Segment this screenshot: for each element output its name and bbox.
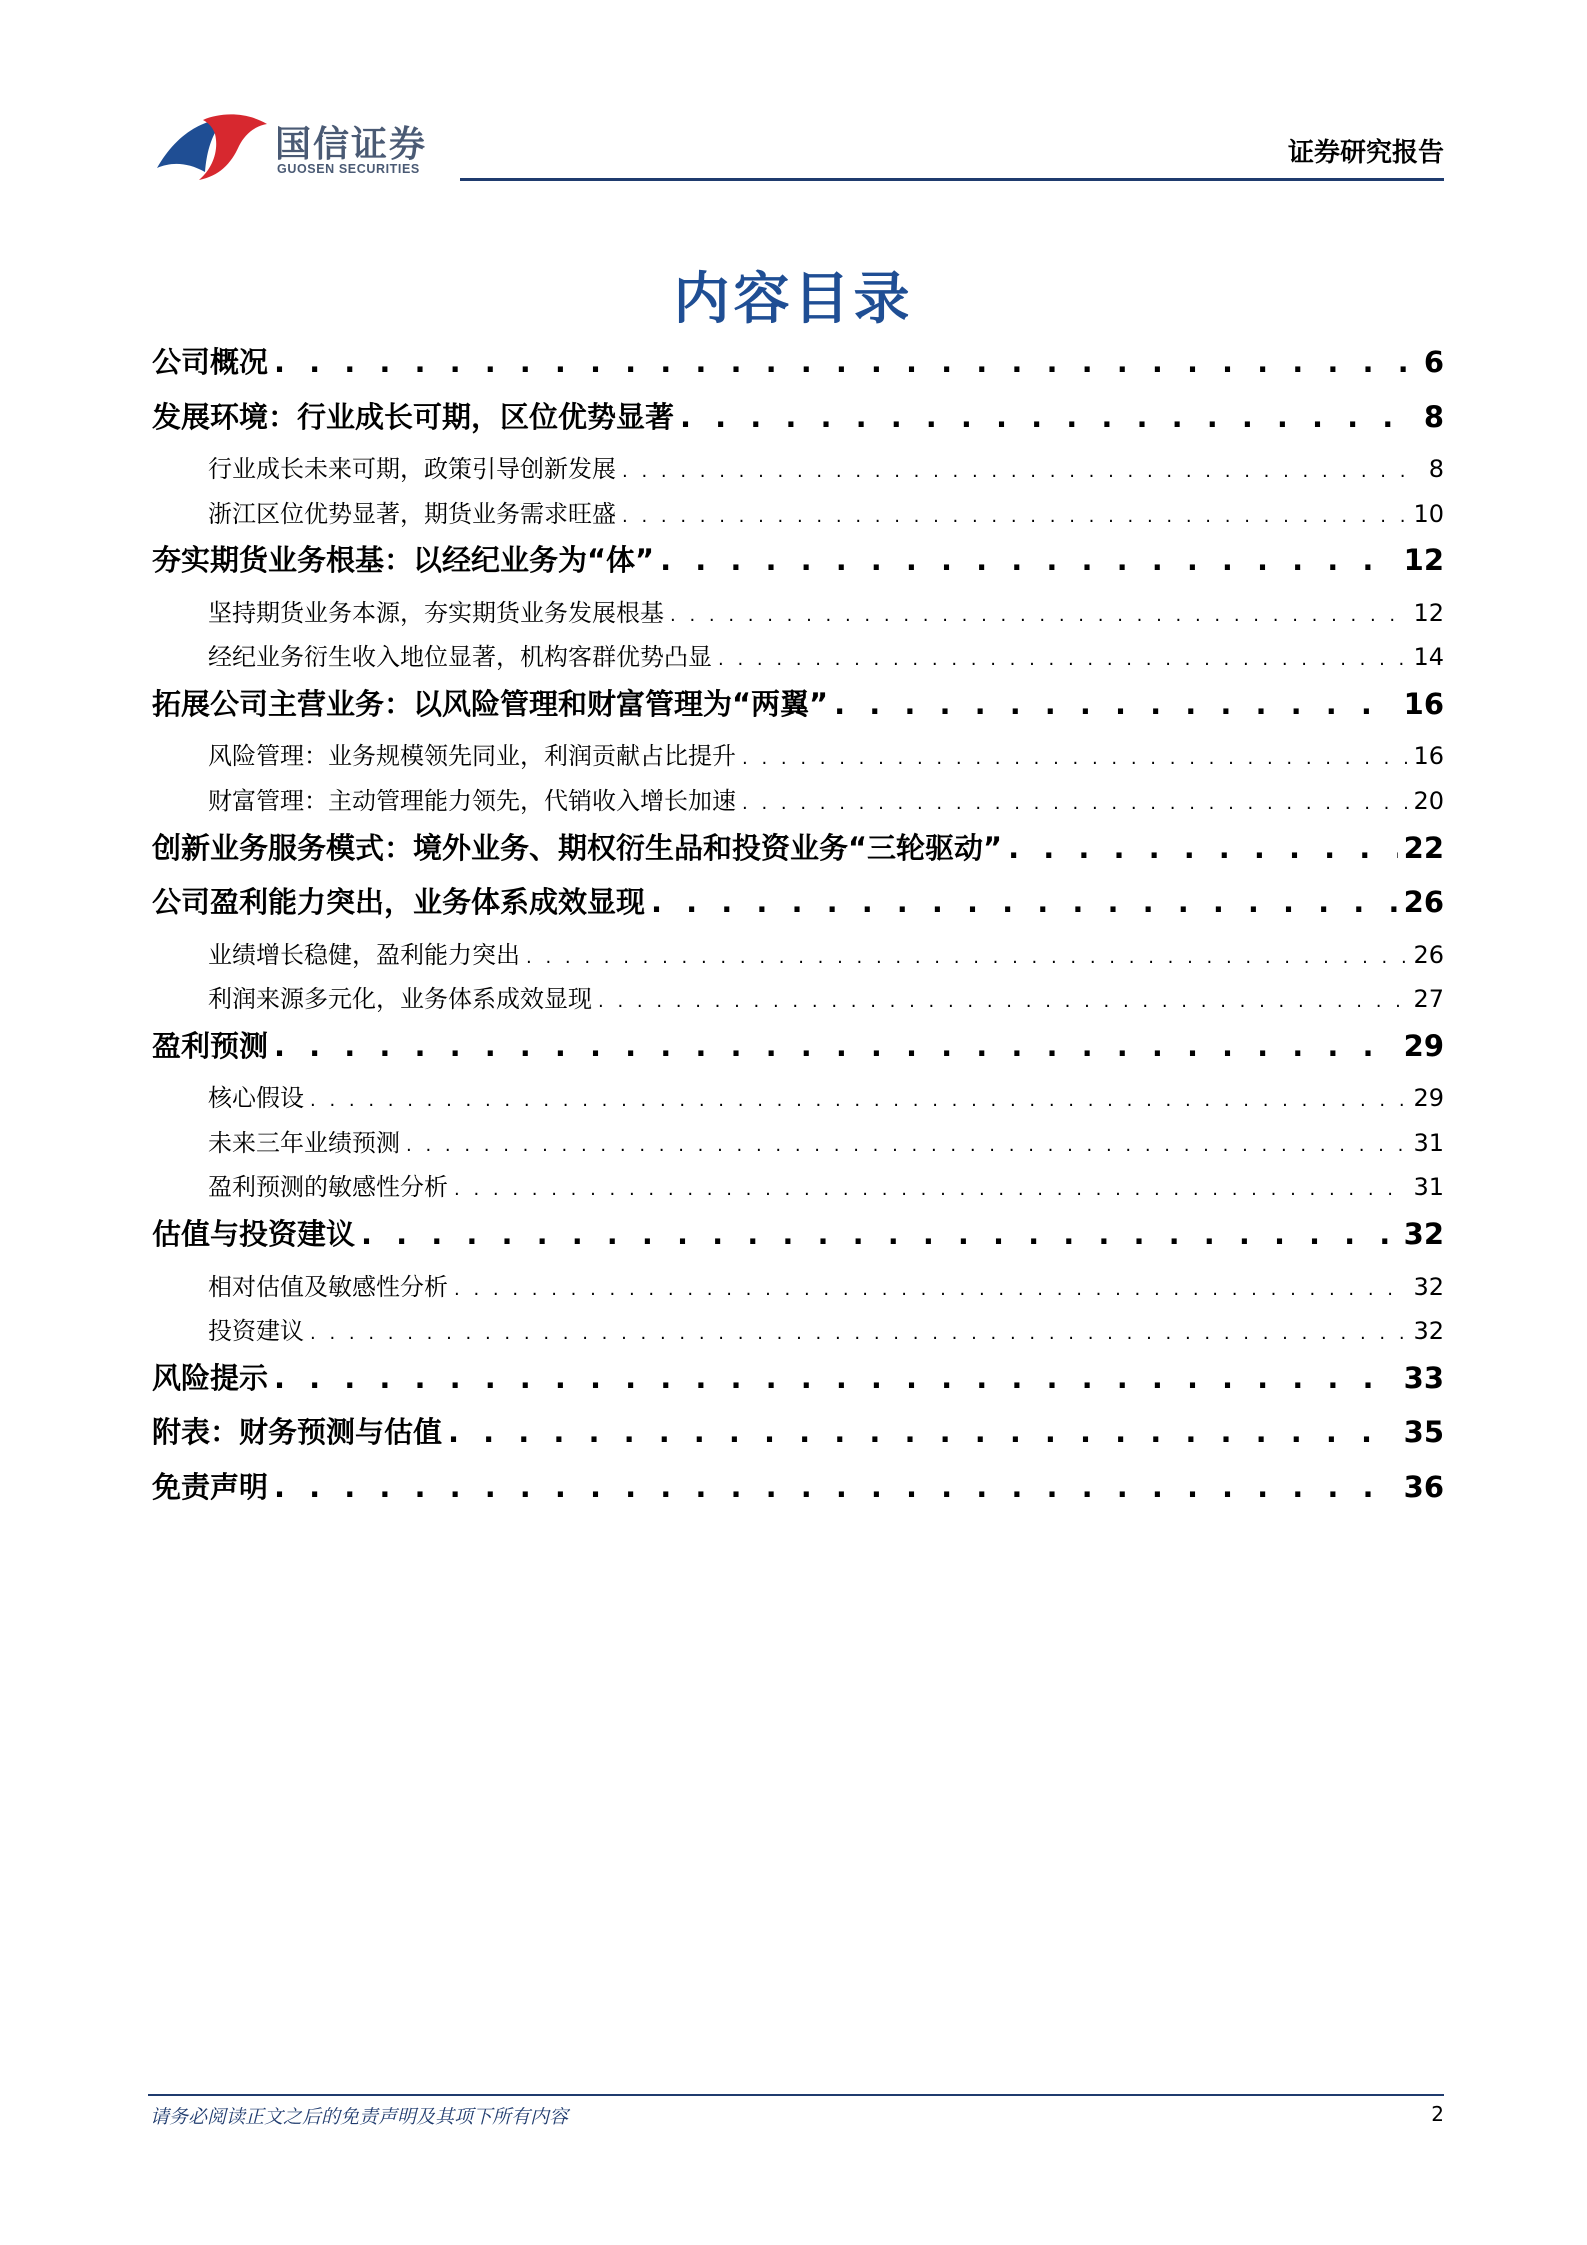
toc-entry[interactable]: [152, 1024, 1444, 1079]
toc-entry[interactable]: [152, 682, 1444, 737]
toc-leader-dots: [742, 787, 1407, 815]
toc-subentry[interactable]: [152, 1123, 1444, 1168]
toc-entry-text: 公司盈利能力突出，业务体系成效显现: [152, 885, 646, 920]
toc-entry[interactable]: [152, 826, 1444, 881]
toc-entry-page: 29: [1413, 1084, 1444, 1113]
toc-entry-text: 风险管理：业务规模领先同业，利润贡献占比提升: [208, 742, 736, 771]
toc-leader-dots: [670, 599, 1407, 627]
toc-leader-dots: [651, 885, 1398, 919]
toc-entry-text: 坚持期货业务本源，夯实期货业务发展根基: [208, 598, 664, 627]
toc-entry-text: 业绩增长稳健，盈利能力突出: [208, 940, 520, 969]
toc-entry-text: 经纪业务衍生收入地位显著，机构客群优势凸显: [208, 643, 712, 672]
toc-entry-page: 36: [1403, 1469, 1444, 1504]
toc-entry[interactable]: [152, 880, 1444, 935]
toc-entry-page: 14: [1413, 643, 1444, 672]
toc-subentry[interactable]: [152, 593, 1444, 638]
toc-entry-page: 31: [1413, 1173, 1444, 1202]
toc-subentry[interactable]: [152, 1078, 1444, 1123]
toc-leader-dots: [274, 1470, 1398, 1504]
table-of-contents: [152, 340, 1444, 1519]
logo-chinese-name: 国信证券: [275, 124, 428, 165]
toc-entry-page: 32: [1403, 1217, 1444, 1252]
toc-entry-text: 拓展公司主营业务：以风险管理和财富管理为“两翼”: [152, 686, 829, 721]
page-header: [0, 0, 1587, 190]
toc-subentry[interactable]: [152, 494, 1444, 539]
toc-title: 内容目录: [673, 267, 914, 332]
toc-subentry[interactable]: [152, 979, 1444, 1024]
toc-leader-dots: [598, 985, 1407, 1013]
toc-leader-dots: [361, 1217, 1398, 1251]
guosen-logo-icon: [155, 110, 270, 182]
toc-leader-dots: [622, 455, 1414, 483]
toc-leader-dots: [454, 1173, 1407, 1201]
toc-entry-text: 免责声明: [152, 1469, 269, 1504]
toc-entry-page: 22: [1403, 830, 1444, 865]
toc-entry[interactable]: [152, 395, 1444, 450]
toc-entry-page: 31: [1413, 1128, 1444, 1157]
logo-english-name: GUOSEN SECURITIES: [277, 162, 420, 176]
toc-entry-text: 风险提示: [152, 1360, 269, 1395]
toc-entry-text: 估值与投资建议: [152, 1217, 356, 1252]
toc-entry-page: 16: [1403, 686, 1444, 721]
toc-subentry[interactable]: [152, 1311, 1444, 1356]
toc-entry-page: 8: [1423, 399, 1444, 434]
toc-leader-dots: [448, 1415, 1398, 1449]
footer-divider: [148, 2094, 1444, 2096]
header-divider: [460, 178, 1444, 181]
footer-disclaimer-note: 请务必阅读正文之后的免责声明及其项下所有内容: [150, 2106, 569, 2128]
toc-entry-page: 29: [1403, 1028, 1444, 1063]
toc-leader-dots: [660, 543, 1398, 577]
toc-leader-dots: [274, 345, 1414, 379]
toc-entry[interactable]: [152, 1410, 1444, 1465]
toc-entry-page: 6: [1423, 345, 1444, 379]
toc-subentry[interactable]: [152, 1267, 1444, 1312]
toc-entry[interactable]: [152, 1465, 1444, 1520]
toc-entry-page: 26: [1413, 940, 1444, 969]
toc-leader-dots: [454, 1273, 1407, 1301]
toc-leader-dots: [680, 400, 1414, 434]
toc-entry-page: 32: [1413, 1272, 1444, 1301]
toc-entry-text: 盈利预测的敏感性分析: [208, 1173, 448, 1202]
toc-leader-dots: [742, 742, 1407, 770]
toc-entry-text: 浙江区位优势显著，期货业务需求旺盛: [208, 499, 616, 528]
toc-entry-page: 20: [1413, 786, 1444, 815]
toc-entry-page: 26: [1403, 885, 1444, 920]
toc-leader-dots: [406, 1129, 1407, 1157]
report-type-label: 证券研究报告: [1287, 138, 1444, 168]
toc-entry[interactable]: [152, 538, 1444, 593]
toc-entry-page: 32: [1413, 1317, 1444, 1346]
toc-entry-text: 发展环境：行业成长可期，区位优势显著: [152, 399, 675, 434]
toc-leader-dots: [274, 1029, 1398, 1063]
toc-subentry[interactable]: [152, 781, 1444, 826]
toc-entry-text: 核心假设: [208, 1084, 304, 1113]
toc-entry-text: 盈利预测: [152, 1028, 269, 1063]
toc-leader-dots: [310, 1084, 1407, 1112]
toc-entry-text: 公司概况: [152, 345, 269, 379]
toc-subentry[interactable]: [152, 935, 1444, 980]
toc-entry-page: 10: [1413, 499, 1444, 528]
toc-entry-page: 12: [1413, 598, 1444, 627]
toc-leader-dots: [718, 643, 1407, 671]
company-logo: [155, 110, 455, 190]
toc-subentry[interactable]: [152, 1167, 1444, 1212]
toc-leader-dots: [274, 1361, 1398, 1395]
toc-subentry[interactable]: [152, 449, 1444, 494]
toc-subentry[interactable]: [152, 637, 1444, 682]
toc-leader-dots: [526, 941, 1407, 969]
toc-entry-page: 27: [1413, 985, 1444, 1014]
toc-entry-text: 财富管理：主动管理能力领先，代销收入增长加速: [208, 786, 736, 815]
toc-entry-text: 相对估值及敏感性分析: [208, 1272, 448, 1301]
toc-entry-text: 夯实期货业务根基：以经纪业务为“体”: [152, 543, 655, 578]
toc-entry-text: 未来三年业绩预测: [208, 1128, 400, 1157]
toc-leader-dots: [1008, 831, 1398, 865]
toc-entry-page: 12: [1403, 543, 1444, 578]
toc-entry-text: 创新业务服务模式：境外业务、期权衍生品和投资业务“三轮驱动”: [152, 830, 1003, 865]
toc-leader-dots: [834, 687, 1398, 721]
toc-subentry[interactable]: [152, 736, 1444, 781]
toc-entry-text: 投资建议: [208, 1317, 304, 1346]
toc-entry[interactable]: [152, 340, 1444, 395]
toc-entry[interactable]: [152, 1356, 1444, 1411]
toc-leader-dots: [622, 500, 1407, 528]
toc-entry-page: 33: [1403, 1360, 1444, 1395]
toc-entry-text: 行业成长未来可期，政策引导创新发展: [208, 455, 616, 483]
toc-entry-text: 附表：财务预测与估值: [152, 1415, 443, 1450]
page-number: 2: [1431, 2102, 1444, 2126]
toc-leader-dots: [310, 1317, 1407, 1345]
toc-entry-page: 16: [1413, 742, 1444, 771]
toc-entry[interactable]: [152, 1212, 1444, 1267]
toc-entry-page: 8: [1428, 455, 1444, 483]
toc-entry-text: 利润来源多元化，业务体系成效显现: [208, 985, 592, 1014]
toc-entry-page: 35: [1403, 1415, 1444, 1450]
